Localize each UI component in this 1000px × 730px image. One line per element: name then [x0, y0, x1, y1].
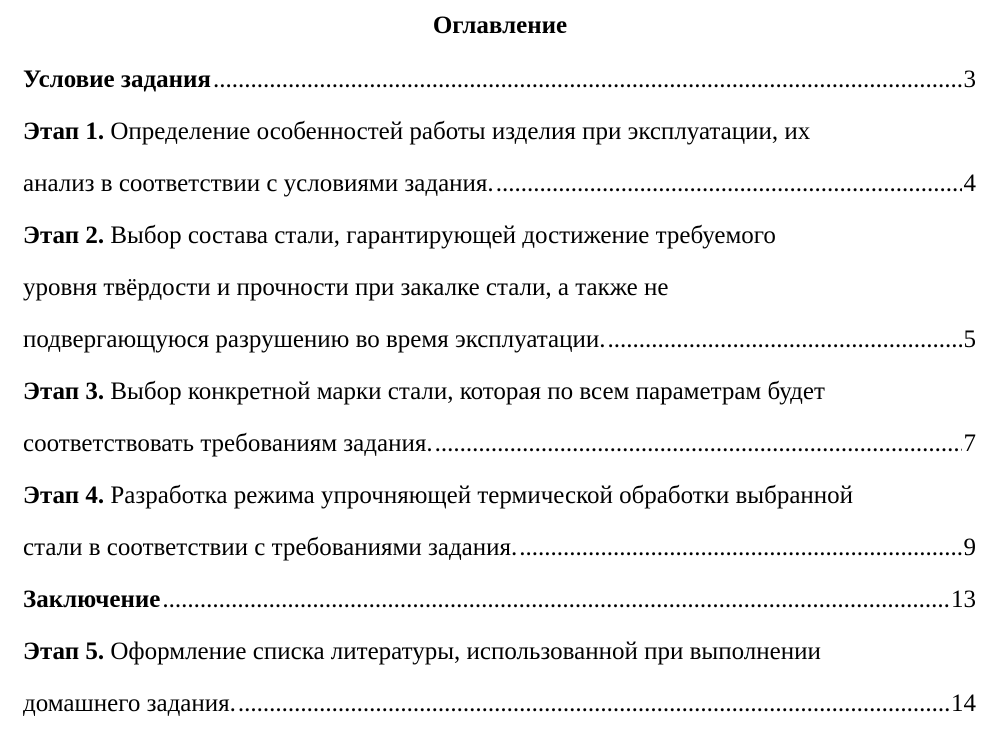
toc-entry-text: Разработка режима упрочняющей термической обработки выбранной [110, 482, 854, 509]
toc-line [23, 262, 976, 314]
toc-entry-label: Этап 1. [23, 118, 105, 145]
toc-page-number: 9 [963, 534, 976, 561]
toc-entry-text: анализ в соответствии с условиями задания. [23, 170, 494, 197]
toc-entry-conclusion[interactable] [23, 574, 976, 626]
toc-line [23, 158, 976, 210]
toc-entry-label: Этап 3. [23, 378, 105, 405]
toc-entry-text: подвергающуюся разрушению во время эксплуатации. [23, 326, 606, 353]
toc-page-number: 5 [963, 326, 976, 353]
toc-entry-stage-2[interactable] [23, 210, 976, 366]
dot-leader [608, 314, 962, 366]
toc-entry-text: стали в соответствии с требованиями задания. [23, 534, 518, 561]
toc-page-number: 13 [951, 586, 976, 613]
toc-page-number: 3 [963, 66, 976, 93]
toc-line [23, 314, 976, 366]
toc-line [23, 106, 976, 158]
toc-page-number: 14 [951, 690, 976, 717]
toc-entry-stage-5[interactable] [23, 626, 976, 730]
toc-page-number: 4 [963, 170, 976, 197]
toc-entry-label: Условие задания [23, 66, 211, 93]
toc-line [23, 366, 976, 418]
toc-line [23, 522, 976, 574]
toc-entry-text: уровня твёрдости и прочности при закалке стали, а также не [23, 274, 669, 301]
toc-entry-text: Оформление списка литературы, использованной при выполнении [110, 638, 821, 665]
toc-entry-text: Выбор состава стали, гарантирующей достижение требуемого [110, 222, 776, 249]
dot-leader [213, 54, 962, 106]
toc-entry-stage-3[interactable] [23, 366, 976, 470]
dot-leader [162, 574, 949, 626]
toc-page-number: 7 [963, 430, 976, 457]
toc-entry-text: Определение особенностей работы изделия при эксплуатации, их [110, 118, 811, 145]
toc-entry-text: Выбор конкретной марки стали, которая по всем параметрам будет [110, 378, 825, 405]
toc-entry-label: Этап 2. [23, 222, 105, 249]
dot-leader [496, 158, 962, 210]
toc-entry-label: Этап 5. [23, 638, 105, 665]
toc-list [23, 54, 976, 730]
toc-line [23, 210, 976, 262]
toc-title: Оглавление [432, 12, 568, 39]
toc-entry-stage-4[interactable] [23, 470, 976, 574]
toc-line [23, 626, 976, 678]
toc-entry-label: Заключение [23, 586, 161, 613]
toc-line [23, 54, 976, 106]
toc-entry-conditions[interactable] [23, 54, 976, 106]
toc-line [23, 470, 976, 522]
dot-leader [238, 678, 949, 730]
toc-entry-stage-1[interactable] [23, 106, 976, 210]
toc-entry-label: Этап 4. [23, 482, 105, 509]
toc-line [23, 418, 976, 470]
toc-line [23, 574, 976, 626]
toc-entry-text: домашнего задания. [23, 690, 236, 717]
dot-leader [435, 418, 962, 470]
toc-entry-text: соответствовать требованиям задания. [23, 430, 433, 457]
dot-leader [519, 522, 961, 574]
toc-line [23, 678, 976, 730]
